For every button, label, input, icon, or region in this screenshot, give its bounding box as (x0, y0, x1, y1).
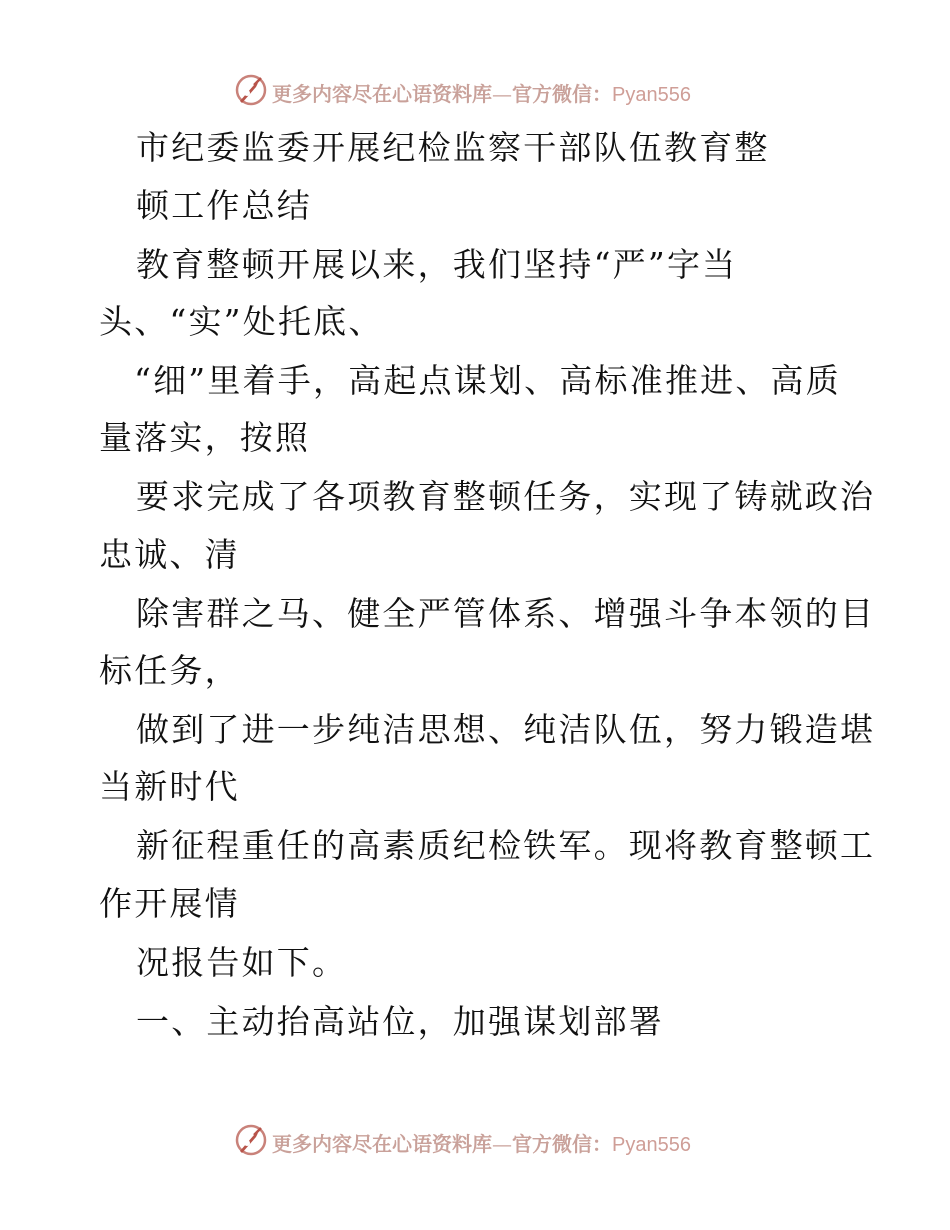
body-line: 量落实，按照 (99, 418, 311, 457)
body-line: 当新时代 (99, 767, 240, 806)
watermark-dash: — (492, 82, 512, 106)
body-line: 况报告如下。 (136, 943, 348, 982)
watermark-wechat-id: Pyan556 (612, 1134, 691, 1156)
footer-watermark (0, 1120, 950, 1160)
body-line: 头、“实”处托底、 (99, 302, 384, 341)
pen-logo-icon (234, 1123, 268, 1157)
watermark-site: 更多内容尽在心语资料库 (272, 82, 492, 106)
body-line: 做到了进一步纯洁思想、纯洁队伍，努力锻造堪 (136, 710, 876, 749)
body-line: 忠诚、清 (99, 535, 240, 574)
watermark-wechat-label: 官方微信： (512, 1132, 612, 1156)
watermark-wechat-id: Pyan556 (612, 84, 691, 106)
watermark-text (272, 1128, 691, 1157)
doc-title-line-1: 市纪委监委开展纪检监察干部队伍教育整 (136, 128, 770, 167)
header-watermark (0, 70, 950, 110)
body-line: 教育整顿开展以来，我们坚持“严”字当 (136, 245, 738, 284)
watermark-text (272, 78, 691, 107)
body-line: 标任务， (99, 651, 240, 690)
body-line: 作开展情 (99, 884, 240, 923)
section-heading: 一、主动抬高站位，加强谋划部署 (136, 1002, 664, 1041)
doc-title-line-2: 顿工作总结 (136, 186, 312, 225)
watermark-dash: — (492, 1132, 512, 1156)
watermark-site: 更多内容尽在心语资料库 (272, 1132, 492, 1156)
pen-logo-icon (234, 73, 268, 107)
body-line: 除害群之马、健全严管体系、增强斗争本领的目 (136, 594, 876, 633)
body-line: 新征程重任的高素质纪检铁军。现将教育整顿工 (136, 826, 876, 865)
body-line: “细”里着手，高起点谋划、高标准推进、高质 (134, 361, 841, 400)
watermark-wechat-label: 官方微信： (512, 82, 612, 106)
body-line: 要求完成了各项教育整顿任务，实现了铸就政治 (136, 477, 876, 516)
